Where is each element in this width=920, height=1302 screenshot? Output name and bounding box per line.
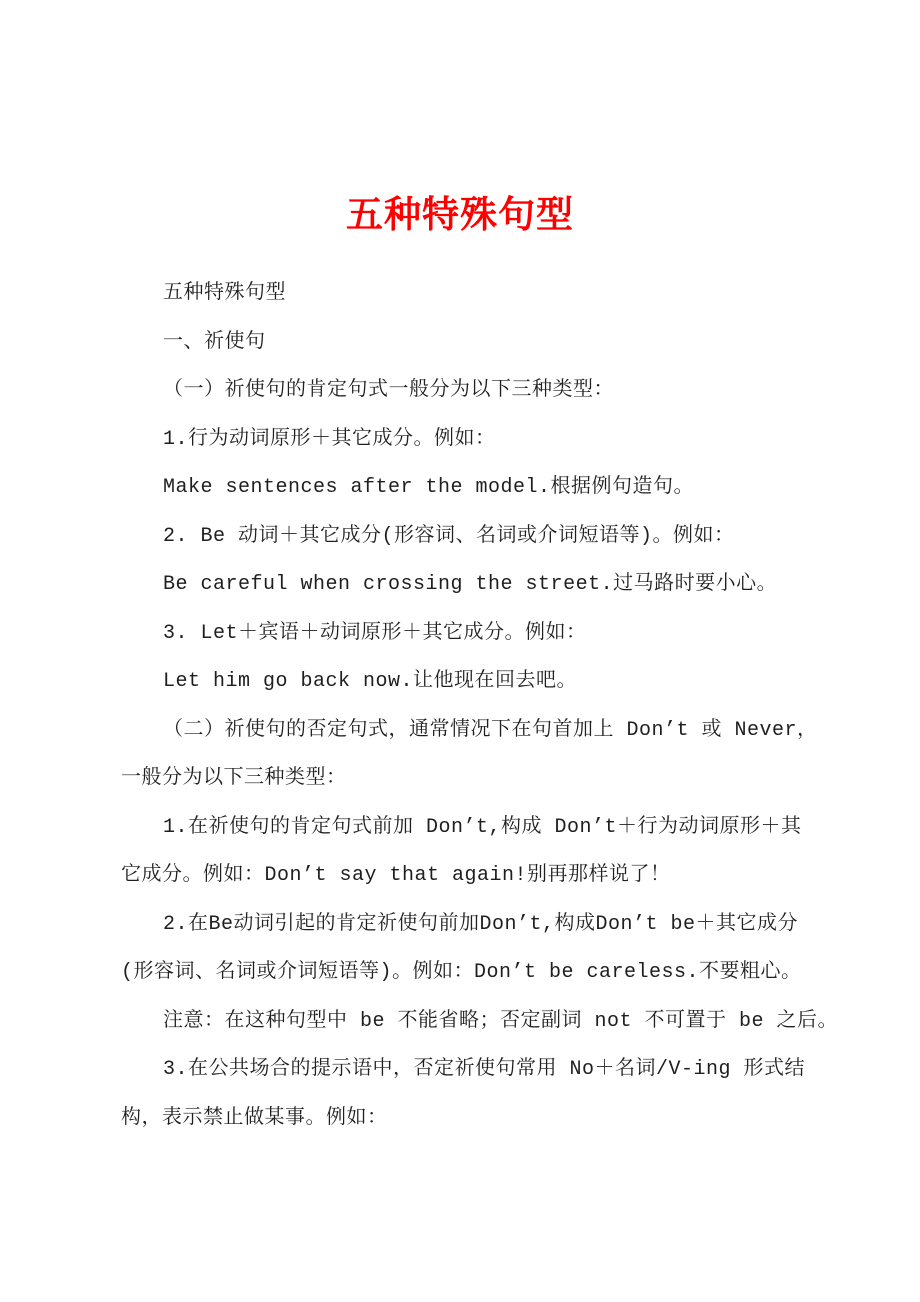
text-line: 3. Let＋宾语＋动词原形＋其它成分。例如：	[163, 621, 587, 645]
page-title: 五种特殊句型	[346, 192, 574, 236]
text-line: Be careful when crossing the street.过马路时要小心。	[163, 573, 778, 596]
text-line: （一）祈使句的肯定句式一般分为以下三种类型：	[163, 379, 614, 402]
text-line: (形容词、名词或介词短语等)。例如：Don’t be careless.不要粗心。	[121, 961, 802, 984]
text-line: 它成分。例如：Don’t say that again!别再那样说了！	[121, 864, 671, 887]
text-line: Let him go back now.让他现在回去吧。	[163, 670, 578, 693]
text-line: 五种特殊句型	[163, 282, 286, 305]
document-body	[121, 270, 860, 1143]
text-line: 一般分为以下三种类型：	[121, 767, 347, 790]
text-line: 2. Be 动词＋其它成分(形容词、名词或介词短语等)。例如：	[163, 524, 735, 548]
text-line: 注意：在这种句型中 be 不能省略；否定副词 not 不可置于 be 之后。	[163, 1009, 839, 1033]
text-line: 2.在Be动词引起的肯定祈使句前加Don’t,构成Don’t be＋其它成分	[163, 912, 799, 936]
text-line: Make sentences after the model.根据例句造句。	[163, 476, 695, 499]
text-line: （二）祈使句的否定句式，通常情况下在句首加上 Don’t 或 Never，	[163, 718, 818, 742]
text-line: 3.在公共场合的提示语中，否定祈使句常用 No＋名词/V-ing 形式结	[163, 1058, 806, 1081]
text-line: 一、祈使句	[163, 330, 266, 354]
text-line: 1.在祈使句的肯定句式前加 Don’t,构成 Don’t＋行为动词原形＋其	[163, 815, 802, 839]
text-line: 1.行为动词原形＋其它成分。例如：	[163, 427, 496, 451]
text-line: 构，表示禁止做某事。例如：	[121, 1106, 388, 1130]
